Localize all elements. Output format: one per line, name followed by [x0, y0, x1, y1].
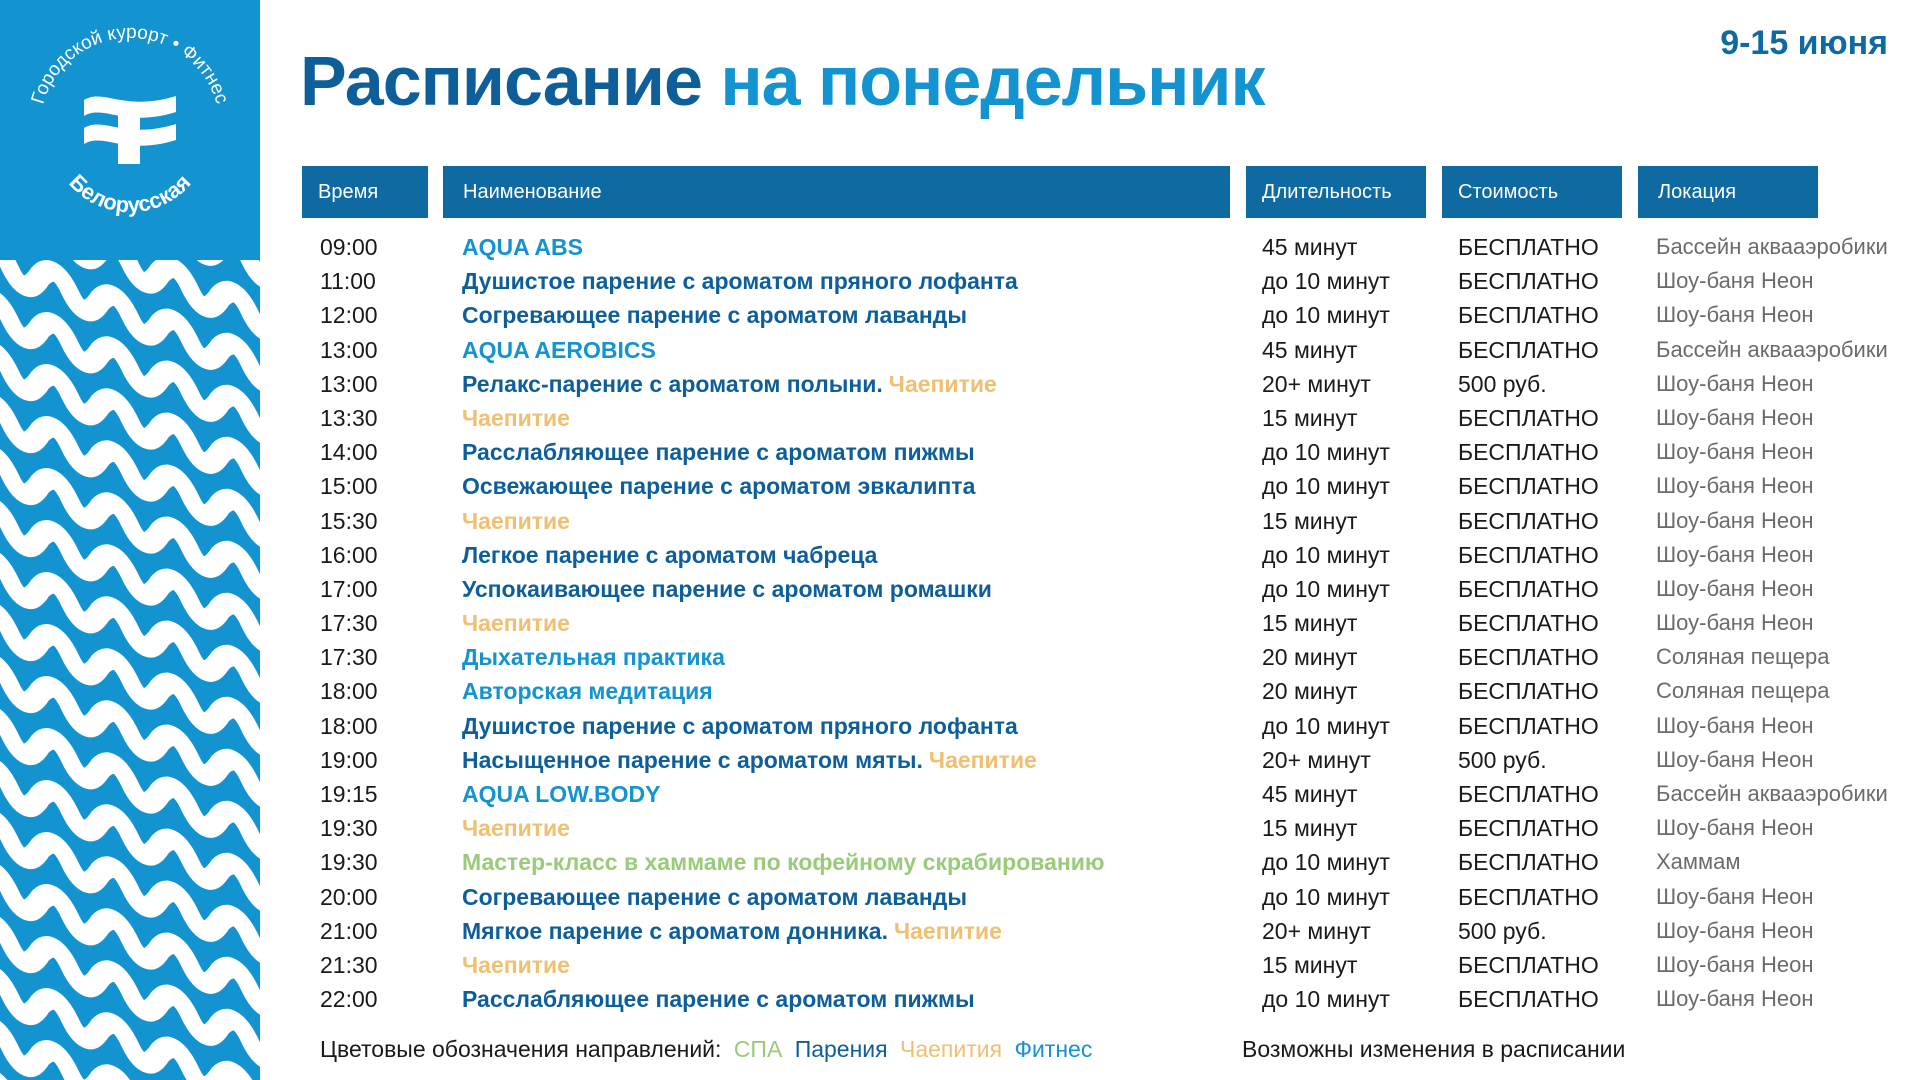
table-row: [300, 333, 1910, 367]
table-row: [300, 504, 1910, 538]
row-duration: до 10 минут: [1262, 883, 1390, 910]
row-duration: 45 минут: [1262, 781, 1358, 807]
row-time: 19:30: [320, 815, 378, 842]
logo: [0, 0, 260, 260]
row-duration: 15 минут: [1262, 404, 1358, 431]
row-time: 17:30: [320, 610, 378, 637]
row-name: [462, 367, 997, 401]
table-row: [300, 845, 1910, 879]
row-name-text: Легкое парение с ароматом чабреца: [462, 541, 878, 568]
row-time: 18:00: [320, 678, 378, 705]
table-row: [300, 230, 1910, 264]
row-name: [462, 914, 1002, 948]
table-row: [300, 367, 1910, 401]
row-price: БЕСПЛАТНО: [1458, 473, 1599, 500]
legend: [320, 1036, 1092, 1063]
wave-pattern: [0, 260, 260, 1080]
row-name: [462, 504, 570, 538]
row-location: Шоу-баня Неон: [1656, 883, 1814, 909]
row-price: БЕСПЛАТНО: [1458, 644, 1599, 671]
row-location: Шоу-баня Неон: [1656, 507, 1814, 533]
row-name: [462, 811, 570, 845]
row-duration: до 10 минут: [1262, 268, 1390, 295]
row-location: Шоу-баня Неон: [1656, 404, 1814, 430]
row-location: Шоу-баня Неон: [1656, 746, 1814, 772]
row-name-text: AQUA LOW.BODY: [462, 781, 661, 807]
header-time: Время: [302, 166, 428, 218]
row-location: Шоу-баня Неон: [1656, 473, 1814, 499]
logo-emblem: [0, 0, 260, 260]
row-name: [462, 469, 975, 503]
table-row: [300, 606, 1910, 640]
header-price: Стоимость: [1442, 166, 1622, 218]
row-location: Шоу-баня Неон: [1656, 986, 1814, 1012]
row-name: [462, 674, 713, 708]
page-title: [300, 42, 1265, 120]
logo-arc-top-text: Городской курорт • Фитнес: [27, 21, 233, 107]
row-price: БЕСПЛАТНО: [1458, 234, 1599, 260]
row-duration: 15 минут: [1262, 951, 1358, 978]
row-duration: 20+ минут: [1262, 746, 1371, 773]
header-location: Локация: [1638, 166, 1818, 218]
row-duration: до 10 минут: [1262, 986, 1390, 1013]
table-row: [300, 401, 1910, 435]
header-duration: Длительность: [1246, 166, 1426, 218]
table-row: [300, 709, 1910, 743]
row-time: 17:00: [320, 575, 378, 602]
row-location: Шоу-баня Неон: [1656, 541, 1814, 567]
row-time: 16:00: [320, 541, 378, 568]
table-row: [300, 572, 1910, 606]
row-location: Бассейн аквааэробики: [1656, 336, 1888, 362]
row-location: Шоу-баня Неон: [1656, 917, 1814, 943]
row-name-extra: Чаепитие: [888, 370, 997, 397]
row-time: 17:30: [320, 644, 378, 671]
row-time: 13:30: [320, 404, 378, 431]
row-price: БЕСПЛАТНО: [1458, 268, 1599, 295]
row-duration: до 10 минут: [1262, 439, 1390, 466]
row-price: БЕСПЛАТНО: [1458, 541, 1599, 568]
legend-tea: Чаепития: [900, 1036, 1003, 1062]
row-time: 12:00: [320, 302, 378, 329]
row-duration: 15 минут: [1262, 610, 1358, 637]
legend-steam: Парения: [794, 1036, 888, 1062]
row-name-text: Чаепитие: [462, 951, 570, 978]
row-location: Шоу-баня Неон: [1656, 302, 1814, 328]
row-price: БЕСПЛАТНО: [1458, 986, 1599, 1013]
row-location: Хаммам: [1656, 849, 1741, 875]
row-duration: до 10 минут: [1262, 849, 1390, 876]
row-duration: до 10 минут: [1262, 473, 1390, 500]
row-location: Шоу-баня Неон: [1656, 712, 1814, 738]
row-name-text: Душистое парение с ароматом пряного лофанта: [462, 268, 1018, 295]
row-name-text: Освежающее парение с ароматом эвкалипта: [462, 473, 976, 500]
row-location: Шоу-баня Неон: [1656, 951, 1814, 977]
table-row: [300, 469, 1910, 503]
row-name-text: Мастер-класс в хаммаме по кофейному скрабированию: [462, 849, 1105, 876]
row-name: [462, 777, 660, 811]
row-duration: 20 минут: [1262, 678, 1358, 705]
row-time: 15:00: [320, 473, 378, 500]
row-name-extra: Чаепитие: [928, 746, 1037, 773]
row-price: 500 руб.: [1458, 917, 1547, 944]
row-name-extra: Чаепитие: [893, 917, 1002, 944]
table-row: [300, 743, 1910, 777]
row-price: БЕСПЛАТНО: [1458, 849, 1599, 876]
row-price: БЕСПЛАТНО: [1458, 302, 1599, 329]
row-time: 15:30: [320, 507, 378, 534]
row-duration: 15 минут: [1262, 815, 1358, 842]
row-name: [462, 298, 967, 332]
row-name-text: Чаепитие: [462, 610, 570, 637]
row-time: 14:00: [320, 439, 378, 466]
logo-wave-icon: [84, 96, 176, 164]
row-time: 21:30: [320, 951, 378, 978]
table-row: [300, 538, 1910, 572]
row-name-text: Душистое парение с ароматом пряного лофанта: [462, 712, 1018, 739]
row-name: [462, 709, 1018, 743]
row-name-text: AQUA ABS: [462, 234, 583, 260]
row-location: Соляная пещера: [1656, 644, 1830, 670]
table-row: [300, 298, 1910, 332]
row-time: 19:30: [320, 849, 378, 876]
schedule-table: [300, 230, 1910, 1016]
row-location: Шоу-баня Неон: [1656, 575, 1814, 601]
table-row: [300, 640, 1910, 674]
row-name-text: Дыхательная практика: [462, 644, 725, 671]
table-row: [300, 435, 1910, 469]
row-time: 19:00: [320, 746, 378, 773]
sidebar: [0, 0, 260, 1080]
table-row: [300, 264, 1910, 298]
legend-fit: Фитнес: [1014, 1036, 1093, 1062]
row-price: БЕСПЛАТНО: [1458, 883, 1599, 910]
row-price: 500 руб.: [1458, 746, 1547, 773]
row-duration: до 10 минут: [1262, 541, 1390, 568]
row-price: БЕСПЛАТНО: [1458, 439, 1599, 466]
table-row: [300, 948, 1910, 982]
row-name-text: Расслабляющее парение с ароматом пижмы: [462, 986, 975, 1013]
row-name-text: Мягкое парение с ароматом донника.: [462, 917, 888, 944]
table-row: [300, 914, 1910, 948]
row-duration: 45 минут: [1262, 336, 1358, 363]
table-row: [300, 674, 1910, 708]
row-time: 21:00: [320, 917, 378, 944]
row-price: БЕСПЛАТНО: [1458, 404, 1599, 431]
row-location: Бассейн аквааэробики: [1656, 234, 1888, 259]
row-location: Шоу-баня Неон: [1656, 610, 1814, 636]
row-time: 19:15: [320, 781, 378, 807]
title-part2: на понедельник: [720, 42, 1265, 120]
table-row: [300, 880, 1910, 914]
row-price: 500 руб.: [1458, 370, 1547, 397]
row-name: [462, 880, 967, 914]
row-name-text: Согревающее парение с ароматом лаванды: [462, 883, 968, 910]
row-name: [462, 572, 992, 606]
row-name-text: Релакс-парение с ароматом полыни.: [462, 370, 883, 397]
row-name: [462, 640, 725, 674]
row-price: БЕСПЛАТНО: [1458, 575, 1599, 602]
row-duration: 45 минут: [1262, 234, 1358, 260]
row-time: 22:00: [320, 986, 378, 1013]
row-name: [462, 230, 583, 264]
row-time: 20:00: [320, 883, 378, 910]
table-row: [300, 777, 1910, 811]
wave-pattern-graphic: [0, 260, 260, 1080]
row-duration: 20+ минут: [1262, 370, 1371, 397]
row-name: [462, 743, 1037, 777]
row-name: [462, 435, 975, 469]
row-name: [462, 948, 570, 982]
row-time: 13:00: [320, 336, 378, 363]
logo-arc-bottom-text: Белорусская: [64, 169, 196, 218]
row-duration: 15 минут: [1262, 507, 1358, 534]
row-price: БЕСПЛАТНО: [1458, 781, 1599, 807]
row-name-text: Чаепитие: [462, 815, 570, 842]
row-name: [462, 333, 656, 367]
row-duration: до 10 минут: [1262, 712, 1390, 739]
row-price: БЕСПЛАТНО: [1458, 507, 1599, 534]
legend-spa: СПА: [733, 1036, 783, 1062]
title-part1: Расписание: [300, 42, 702, 120]
date-range: 9-15 июня: [1720, 24, 1888, 62]
row-name: [462, 606, 570, 640]
row-time: 11:00: [320, 268, 376, 295]
row-name-text: Насыщенное парение с ароматом мяты.: [462, 746, 923, 773]
row-name-text: Авторская медитация: [462, 678, 713, 705]
row-duration: 20+ минут: [1262, 917, 1371, 944]
table-row: [300, 982, 1910, 1016]
row-name: [462, 982, 975, 1016]
row-name-text: Согревающее парение с ароматом лаванды: [462, 302, 968, 329]
header-name: Наименование: [443, 166, 1230, 218]
row-name-text: Чаепитие: [462, 404, 570, 431]
row-price: БЕСПЛАТНО: [1458, 951, 1599, 978]
row-time: 13:00: [320, 370, 378, 397]
row-name-text: Расслабляющее парение с ароматом пижмы: [462, 439, 975, 466]
row-name: [462, 264, 1018, 298]
row-location: Бассейн аквааэробики: [1656, 781, 1888, 806]
row-price: БЕСПЛАТНО: [1458, 610, 1599, 637]
row-location: Шоу-баня Неон: [1656, 815, 1814, 841]
row-time: 09:00: [320, 234, 378, 260]
row-name-text: Успокаивающее парение с ароматом ромашки: [462, 575, 992, 602]
row-name: [462, 845, 1105, 879]
row-duration: до 10 минут: [1262, 302, 1390, 329]
row-name: [462, 538, 877, 572]
row-price: БЕСПЛАТНО: [1458, 712, 1599, 739]
row-time: 18:00: [320, 712, 378, 739]
schedule-note: Возможны изменения в расписании: [1242, 1036, 1626, 1062]
row-duration: до 10 минут: [1262, 575, 1390, 602]
legend-prefix: Цветовые обозначения направлений:: [320, 1036, 722, 1062]
table-row: [300, 811, 1910, 845]
row-price: БЕСПЛАТНО: [1458, 815, 1599, 842]
row-location: Шоу-баня Неон: [1656, 439, 1814, 465]
row-name-text: AQUA AEROBICS: [462, 336, 656, 363]
row-name: [462, 401, 570, 435]
row-name-text: Чаепитие: [462, 507, 570, 534]
row-price: БЕСПЛАТНО: [1458, 336, 1599, 363]
row-duration: 20 минут: [1262, 644, 1358, 671]
row-location: Шоу-баня Неон: [1656, 268, 1814, 294]
row-location: Соляная пещера: [1656, 678, 1830, 704]
row-price: БЕСПЛАТНО: [1458, 678, 1599, 705]
row-location: Шоу-баня Неон: [1656, 370, 1814, 396]
